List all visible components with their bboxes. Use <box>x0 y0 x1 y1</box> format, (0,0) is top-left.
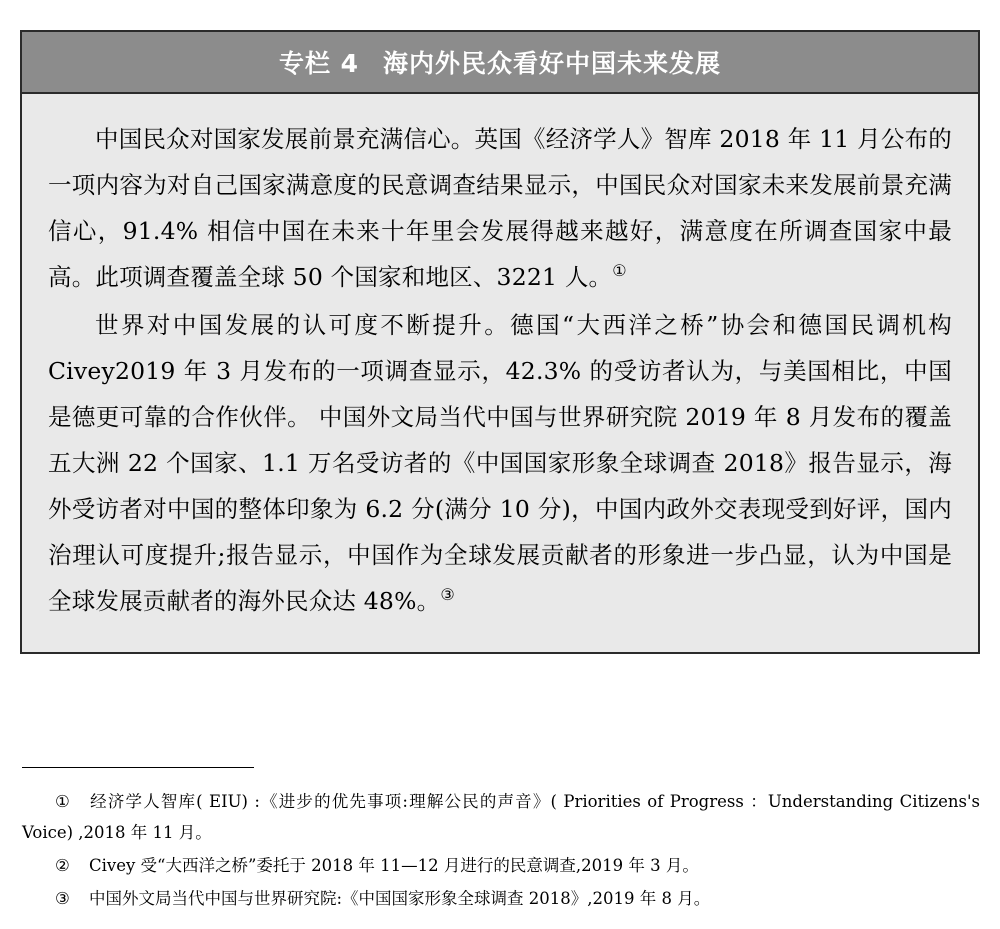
footnote-marker: ① <box>55 792 70 811</box>
footnote-ref-3[interactable]: ③ <box>440 585 455 605</box>
footnote-list <box>22 786 980 916</box>
footnote-marker: ② <box>55 856 70 875</box>
callout-box-title: 海内外民众看好中国未来发展 <box>383 49 722 78</box>
footnote-text: 经济学人智库( EIU) :《进步的优先事项:理解公民的声音》( Priorities of Progress ：Understanding Citizens's Voice) ,2018 年 11 月。 <box>22 792 980 842</box>
paragraph-text: 世界对中国发展的认可度不断提升。德国“大西洋之桥”协会和德国民调机构 Civey2019 年 3 月发布的一项调查显示，42.3% 的受访者认为，与美国相比，中国是德更可靠的合作伙伴。 中国外文局当代中国与世界研究院 2019 年 8 月发布的覆盖五大洲 22 个国家、1.1 万名受访者的《中国国家形象全球调查 2018》报告显示，海外受访者对中国的整体印象为 6.2 分(满分 10 分)，中国内政外交表现受到好评，国内治理认可度提升;报告显示，中国作为全球发展贡献者的形象进一步凸显，认为中国是全球发展贡献者的海外民众达 48%。 <box>48 311 952 615</box>
footnote-item <box>22 850 980 881</box>
footnote-item <box>22 786 980 848</box>
callout-box-number: 专栏 4 <box>278 49 360 78</box>
callout-box <box>20 30 980 654</box>
callout-box-header <box>22 32 978 94</box>
footnote-separator <box>22 767 254 768</box>
paragraph-text: 中国民众对国家发展前景充满信心。英国《经济学人》智库 2018 年 11 月公布的一项内容为对自己国家满意度的民意调查结果显示，中国民众对国家未来发展前景充满信心，91.4% 相信中国在未来十年里会发展得越来越好，满意度在所调查国家中最高。此项调查覆盖全球 50 个国家和地区、3221 人。 <box>48 125 952 291</box>
footnote-marker: ③ <box>55 889 70 908</box>
footnote-item <box>22 883 980 914</box>
paragraph <box>48 302 952 624</box>
footnote-ref-1[interactable]: ① <box>612 261 627 281</box>
paragraph <box>48 116 952 300</box>
footnote-text: Civey 受“大西洋之桥”委托于 2018 年 11—12 月进行的民意调查,2019 年 3 月。 <box>89 856 699 875</box>
footnote-text: 中国外文局当代中国与世界研究院:《中国国家形象全球调查 2018》,2019 年 8 月。 <box>89 889 711 908</box>
callout-box-body <box>22 94 978 652</box>
